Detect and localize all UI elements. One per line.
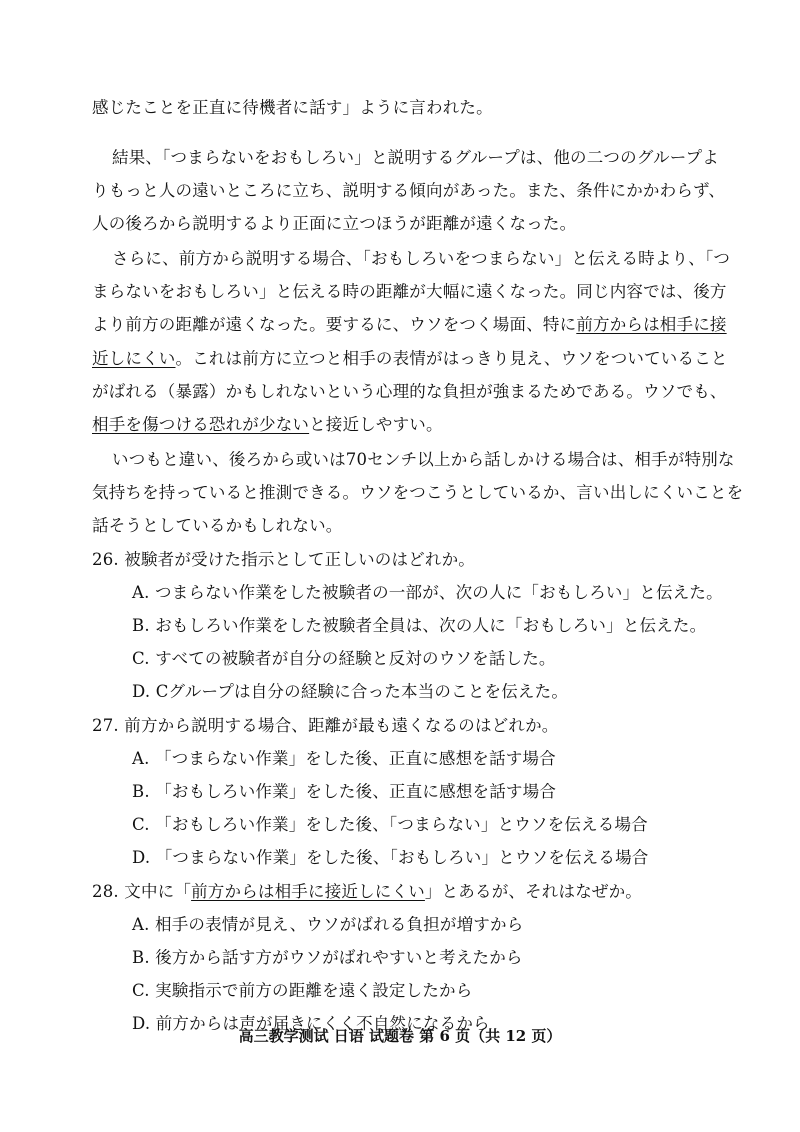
answer-option: A. 「つまらない作業」をした後、正直に感想を話す場合 <box>132 749 556 768</box>
passage-line <box>92 180 725 202</box>
answer-option: B. 後方から話す方がウソがばれやすいと考えたから <box>132 948 523 967</box>
text-segment: 」とあるが、それはなぜか。 <box>424 882 643 901</box>
passage-line <box>92 482 743 504</box>
text-segment: 26. 被験者が受けた指示として正しいのはどれか。 <box>92 550 475 569</box>
passage-line <box>92 213 576 235</box>
answer-option: A. つまらない作業をした被験者の一部が、次の人に「おもしろい」と伝えた。 <box>132 583 723 602</box>
answer-option: B. おもしろい作業をした被験者全員は、次の人に「おもしろい」と伝えた。 <box>132 616 707 635</box>
question-stem <box>92 715 559 737</box>
passage-line <box>92 348 728 370</box>
passage-line <box>92 97 493 119</box>
page-footer: 高三教学测试 日语 试题卷 第 6 页（共 12 页） <box>238 1027 562 1045</box>
answer-option: B. 「おもしろい作業」をした後、正直に感想を話す場合 <box>132 782 557 801</box>
answer-option: D. 「つまらない作業」をした後、「おもしろい」とウソを伝える場合 <box>132 848 649 867</box>
answer-option: C. 「おもしろい作業」をした後、「つまらない」とウソを伝える場合 <box>132 815 648 834</box>
text-segment: 27. 前方から説明する場合、距離が最も遠くなるのはどれか。 <box>92 716 559 735</box>
text-segment: さらに、前方から説明する場合、「おもしろいをつまらない」と伝える時より、「つ <box>112 249 731 268</box>
answer-option: C. 実験指示で前方の距離を遠く設定したから <box>132 981 473 1000</box>
text-segment: 感じたことを正直に待機者に話す」ように言われた。 <box>92 98 493 117</box>
underlined-text: 前方からは相手に接 <box>576 315 727 334</box>
text-segment: より前方の距離が遠くなった。要するに、ウソをつく場面、特に <box>92 315 577 334</box>
passage-line <box>92 381 727 403</box>
question-stem <box>92 549 475 571</box>
passage-line <box>92 314 727 336</box>
passage-line <box>112 248 730 270</box>
text-segment: がばれる（暴露）かもしれないという心理的な負担が強まるためである。ウソでも、 <box>92 382 727 401</box>
text-segment: いつもと違い、後ろから或いは70センチ以上から話しかける場合は、相手が特別な <box>112 450 735 469</box>
answer-option: A. 相手の表情が見え、ウソがばれる負担が増すから <box>132 915 524 934</box>
text-segment: 気持ちを持っていると推測できる。ウソをつこうとしているか、言い出しにくいことを <box>92 483 744 502</box>
text-segment: りもっと人の遠いところに立ち、説明する傾向があった。また、条件にかかわらず、 <box>92 181 726 200</box>
text-segment: まらないをおもしろい」と伝える時の距離が大幅に遠くなった。同じ内容では、後方 <box>92 282 727 301</box>
text-segment: 話そうとしているかもしれない。 <box>92 516 343 535</box>
answer-option: D. 前方からは声が届きにくく不自然になるから <box>132 1014 490 1033</box>
underlined-text: 相手を傷つける恐れが少ない <box>92 415 310 434</box>
passage-line <box>92 515 343 537</box>
text-segment: 人の後ろから説明するより正面に立つほうが距離が遠くなった。 <box>92 214 577 233</box>
underlined-text: 前方からは相手に接近しにくい <box>191 882 425 901</box>
answer-option: D. Cグループは自分の経験に合った本当のことを伝えた。 <box>132 682 569 701</box>
passage-line <box>112 449 735 471</box>
question-stem <box>92 881 642 903</box>
passage-line <box>112 147 719 169</box>
underlined-text: 近しにくい <box>92 349 176 368</box>
passage-line <box>92 281 727 303</box>
text-segment: と接近しやすい。 <box>309 415 443 434</box>
text-segment: 28. 文中に「 <box>92 882 192 901</box>
passage-line <box>92 414 443 436</box>
answer-option: C. すべての被験者が自分の経験と反対のウソを話した。 <box>132 649 556 668</box>
text-segment: 。これは前方に立つと相手の表情がはっきり見え、ウソをついていること <box>175 349 728 368</box>
text-segment: 結果、「つまらないをおもしろい」と説明するグループは、他の二つのグループよ <box>112 148 720 167</box>
